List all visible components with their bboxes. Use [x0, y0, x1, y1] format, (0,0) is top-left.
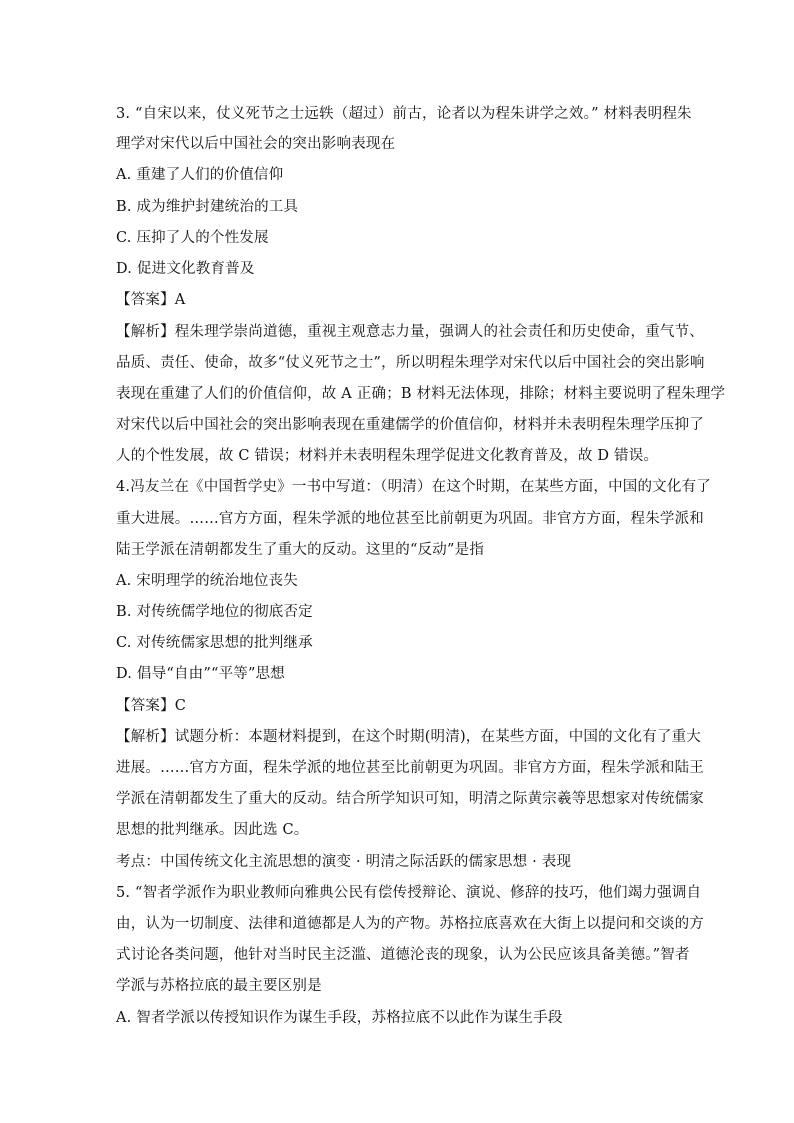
q4-analysis-line-1: 【解析】试题分析：本题材料提到，在这个时期(明清)，在某些方面，中国的文化有了重大	[116, 729, 702, 745]
q3-option-a: A. 重建了人们的价值信仰	[116, 167, 284, 183]
q5-stem-line-3: 式讨论各类问题，他针对当时民主泛滥、道德沦丧的现象，认为公民应该具备美德。”智者	[116, 947, 690, 963]
q3-analysis-line-2: 品质、责任、使命，故多“仗义死节之士”，所以明程朱理学对宋代以后中国社会的突出影响	[116, 355, 705, 371]
q4-analysis-line-2: 进展。……官方方面，程朱学派的地位甚至比前朝更为巩固。非官方方面，程朱学派和陆王	[116, 760, 704, 776]
q4-key-point: 考点：中国传统文化主流思想的演变 · 明清之际活跃的儒家思想 · 表现	[116, 854, 572, 870]
q4-stem-line-1: 4.冯友兰在《中国哲学史》一书中写道：（明清）在这个时期，在某些方面，中国的文化有了	[116, 479, 711, 495]
q3-option-b: B. 成为维护封建统治的工具	[116, 199, 299, 215]
q4-analysis-line-4: 思想的批判继承。因此选 C。	[116, 822, 309, 838]
q4-stem-line-2: 重大进展。……官方方面，程朱学派的地位甚至比前朝更为巩固。非官方方面，程朱学派和	[116, 511, 704, 527]
q5-option-a: A. 智者学派以传授知识作为谋生手段，苏格拉底不以此作为谋生手段	[116, 1010, 563, 1026]
q4-option-d: D. 倡导“自由”“平等”思想	[116, 666, 285, 682]
q3-analysis-line-4: 对宋代以后中国社会的突出影响表现在重建儒学的价值信仰，材料并未表明程朱理学压抑了	[116, 417, 704, 433]
q3-analysis-line-1: 【解析】程朱理学崇尚道德，重视主观意志力量，强调人的社会责任和历史使命，重气节、	[116, 324, 704, 340]
q5-stem-line-1: 5. “智者学派作为职业教师向雅典公民有偿传授辩论、演说、修辞的技巧，他们竭力强调自	[116, 885, 702, 901]
q4-stem-line-3: 陆王学派在清朝都发生了重大的反动。这里的“反动”是指	[116, 542, 485, 558]
q4-option-c: C. 对传统儒家思想的批判继承	[116, 635, 313, 651]
q4-analysis-line-3: 学派在清朝都发生了重大的反动。结合所学知识可知，明清之际黄宗羲等思想家对传统儒家	[116, 791, 704, 807]
q5-stem-line-2: 由，认为一切制度、法律和道德都是人为的产物。苏格拉底喜欢在大街上以提问和交谈的方	[116, 916, 704, 932]
q5-stem-line-4: 学派与苏格拉底的最主要区别是	[116, 978, 322, 994]
q3-answer: 【答案】A	[116, 292, 186, 308]
q3-stem-line-2: 理学对宋代以后中国社会的突出影响表现在	[116, 136, 396, 152]
q4-answer: 【答案】C	[116, 698, 187, 714]
q3-option-d: D. 促进文化教育普及	[116, 261, 255, 277]
q3-option-c: C. 压抑了人的个性发展	[116, 230, 269, 246]
q4-option-a: A. 宋明理学的统治地位丧失	[116, 573, 298, 589]
q3-analysis-line-5: 人的个性发展，故 C 错误；材料并未表明程朱理学促进文化教育普及，故 D 错误。	[116, 448, 659, 464]
q3-stem-line-1: 3. “自宋以来，仗义死节之士远轶（超过）前古，论者以为程朱讲学之效。” 材料表明程朱	[116, 106, 692, 122]
q4-option-b: B. 对传统儒学地位的彻底否定	[116, 604, 313, 620]
q3-analysis-line-3: 表现在重建了人们的价值信仰，故 A 正确；B 材料无法体现，排除；材料主要说明了程朱理学	[116, 386, 726, 402]
